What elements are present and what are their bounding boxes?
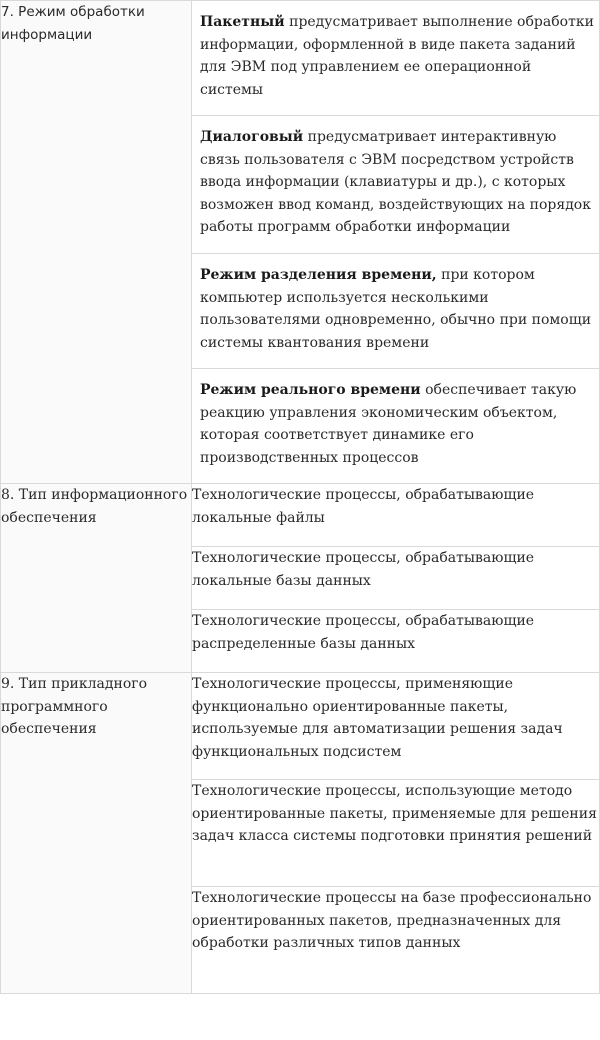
row-label-cell: [1, 484, 192, 673]
item-text: предусматривает выполнение обработки информации, оформленной в виде пакета заданий для ЭВМ под управлением ее операционной системы: [200, 14, 594, 98]
table-cell-item: [192, 887, 600, 994]
table-cell-item: [192, 547, 600, 610]
item-text: обеспечивает такую реакцию управления экономическим объектом, которая соответствует динамике его производственных процессов: [200, 382, 577, 466]
table-cell-item: [192, 610, 600, 673]
table-cell-item: [192, 780, 600, 887]
item-text: Технологические процессы, применяющие функционально ориентированные пакеты, используемые для автоматизации решения задач функциональных подсистем: [192, 676, 563, 760]
table-cell-item: [192, 484, 600, 547]
item-text: Технологические процессы, обрабатывающие локальные базы данных: [192, 550, 535, 589]
item-text: Технологические процессы, обрабатывающие распределенные базы данных: [192, 613, 535, 652]
item-text: предусматривает интерактивную связь пользователя с ЭВМ посредством устройств ввода информации (клавиатуры и др.), с которых возможен ввод команд, воздействующих на порядок работы программ обработки информации: [200, 129, 591, 235]
row-label: 7. Режим обработки информации: [1, 4, 145, 43]
item-text: Технологические процессы на базе профессионально ориентированных пакетов, предназначенных для обработки различных типов данных: [192, 890, 592, 951]
item-bold-term: Диалоговый: [200, 129, 304, 145]
table-cell-item: [192, 673, 600, 780]
table-cell-item: [192, 116, 600, 254]
row-label-cell: [1, 1, 192, 484]
table-cell-item: [192, 1, 600, 116]
table-row-information-support: [1, 484, 600, 547]
item-text: при котором компьютер используется несколькими пользователями одновременно, обычно при помощи системы квантования времени: [200, 267, 592, 351]
table-row-application-software: [1, 673, 600, 780]
item-text: Технологические процессы, обрабатывающие локальные файлы: [192, 487, 535, 526]
item-text: Технологические процессы, использующие методо ориентированные пакеты, применяемые для решения задач класса системы подготовки принятия решений: [192, 783, 597, 844]
row-label: 8. Тип информационного обеспечения: [1, 487, 188, 526]
row-label-cell: [1, 673, 192, 994]
row-label: 9. Тип прикладного программного обеспечения: [1, 676, 148, 737]
item-bold-term: Пакетный: [200, 14, 285, 30]
table-row-processing-mode: [1, 1, 600, 116]
table-cell-item: [192, 369, 600, 484]
item-bold-term: Режим реального времени: [200, 382, 421, 398]
item-bold-term: Режим разделения времени,: [200, 267, 437, 283]
table-cell-item: [192, 254, 600, 369]
